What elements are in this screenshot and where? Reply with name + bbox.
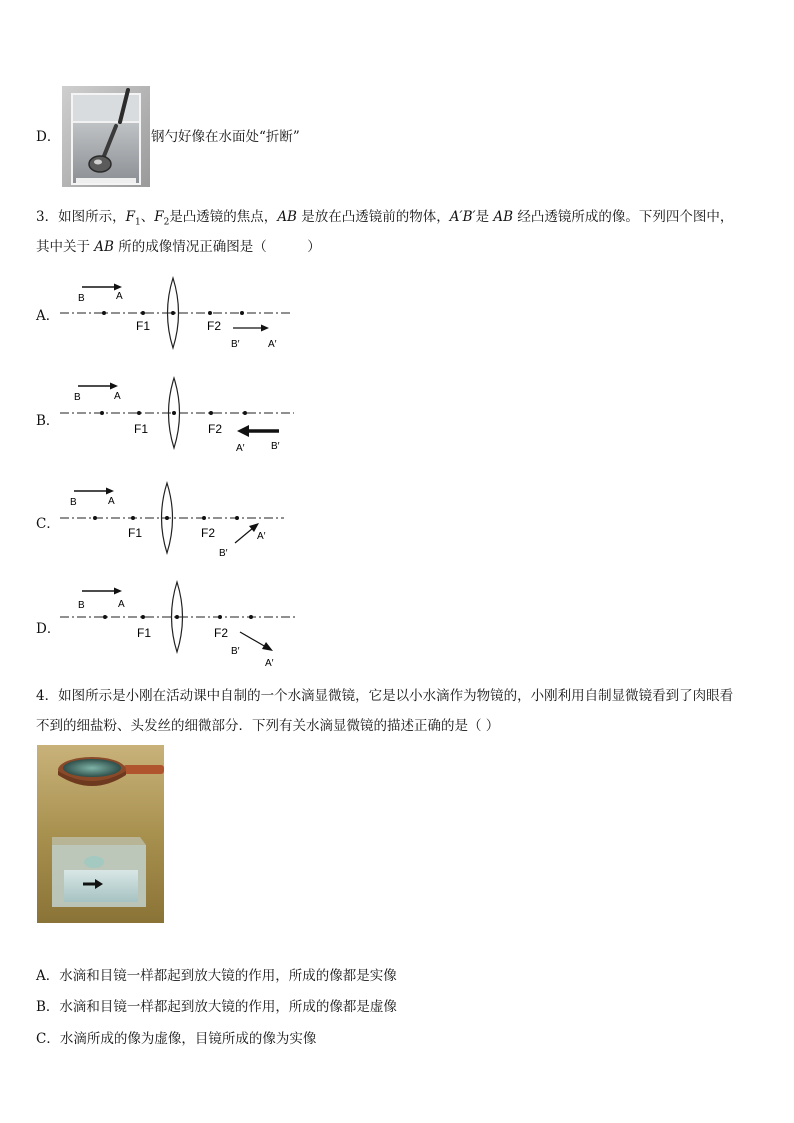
question-3-line-1: 3．如图所示，$F_1$、$F_2$是凸透镜的焦点，AB 是放在凸透镜前的物体，A′B′是 AB 经凸透镜所成的像。下列四个图中， xyxy=(36,209,734,228)
water-drop-microscope-photo xyxy=(37,745,164,923)
focal-point-f1 xyxy=(137,411,141,415)
object-label-a: A xyxy=(108,496,115,507)
question-4-line-1: 4．如图所示是小刚在活动课中自制的一个水滴显微镜，它是以小水滴作为物镜的，小刚利用自制显微镜看到了肉眼看 xyxy=(36,688,734,704)
image-label-1: B′ xyxy=(231,339,240,350)
focal-label-f1: F1 xyxy=(134,422,149,436)
focal-point-f2 xyxy=(209,411,213,415)
image-label-2: A′ xyxy=(265,658,274,669)
focal-point-f1 xyxy=(131,516,135,520)
axis-dot xyxy=(249,615,253,619)
lens-diagram-d xyxy=(60,580,305,672)
axis-dot xyxy=(103,615,107,619)
axis-dot xyxy=(235,516,239,520)
axis-dot xyxy=(102,311,106,315)
focal-label-f2: F2 xyxy=(214,626,229,640)
focal-label-f1: F1 xyxy=(128,526,143,540)
axis-dot xyxy=(100,411,104,415)
lens-center xyxy=(175,615,179,619)
lens-diagram-b xyxy=(60,376,300,460)
image-label-2: B′ xyxy=(271,441,280,452)
image-label-1: A′ xyxy=(236,443,245,454)
object-label-b: B xyxy=(74,392,81,403)
focal-point-f1 xyxy=(141,311,145,315)
focal-point-f1 xyxy=(141,615,145,619)
image-label-2: A′ xyxy=(268,339,277,350)
option-label-c: C． xyxy=(36,516,60,532)
object-arrow-head xyxy=(114,588,122,595)
object-arrow-head xyxy=(106,488,114,495)
object-label-b: B xyxy=(78,293,85,304)
option-label-b: B． xyxy=(36,413,60,429)
focal-label-f2: F2 xyxy=(207,319,222,333)
focal-point-f2 xyxy=(208,311,212,315)
object-label-a: A xyxy=(114,391,121,402)
axis-dot xyxy=(240,311,244,315)
focal-label-f2: F2 xyxy=(201,526,216,540)
object-arrow-head xyxy=(110,383,118,390)
object-label-a: A xyxy=(116,291,123,302)
option-label-d-q3: D． xyxy=(36,621,61,637)
focal-label-f1: F1 xyxy=(137,626,152,640)
image-arrow-head xyxy=(262,642,273,651)
image-arrow xyxy=(235,528,253,543)
question-3-line-2: 其中关于 AB 所的成像情况正确图是（ ） xyxy=(36,239,321,255)
image-label-1: B′ xyxy=(231,646,240,657)
object-label-b: B xyxy=(70,497,77,508)
focal-point-f2 xyxy=(202,516,206,520)
image-arrow-head xyxy=(237,425,249,437)
focal-point-f2 xyxy=(218,615,222,619)
image-arrow xyxy=(240,632,266,647)
focal-label-f2: F2 xyxy=(208,422,223,436)
lens-center xyxy=(165,516,169,520)
option-label-a: A． xyxy=(36,308,60,324)
lens-diagram-a xyxy=(60,276,300,356)
object-label-b: B xyxy=(78,600,85,611)
object-arrow-head xyxy=(114,284,122,291)
q4-option-c: C．水滴所成的像为虚像，目镜所成的像为实像 xyxy=(36,1031,317,1047)
option-text-d: 钢勺好像在水面处“折断” xyxy=(151,129,300,145)
lens-center xyxy=(171,311,175,315)
image-label-1: B′ xyxy=(219,548,228,559)
q4-option-a: A．水滴和目镜一样都起到放大镜的作用，所成的像都是实像 xyxy=(36,968,397,984)
focal-label-f1: F1 xyxy=(136,319,151,333)
question-4-line-2: 不到的细盐粉、头发丝的细微部分．下列有关水滴显微镜的描述正确的是（ ） xyxy=(36,718,500,734)
lens-center xyxy=(172,411,176,415)
option-label-d: D． xyxy=(36,129,61,145)
axis-dot xyxy=(93,516,97,520)
lens-diagram-c xyxy=(60,481,300,565)
q4-option-b: B．水滴和目镜一样都起到放大镜的作用，所成的像都是虚像 xyxy=(36,999,397,1015)
image-label-2: A′ xyxy=(257,531,266,542)
axis-dot xyxy=(243,411,247,415)
image-arrow-head xyxy=(261,325,269,332)
spoon-in-water-photo xyxy=(62,86,150,187)
object-label-a: A xyxy=(118,599,125,610)
